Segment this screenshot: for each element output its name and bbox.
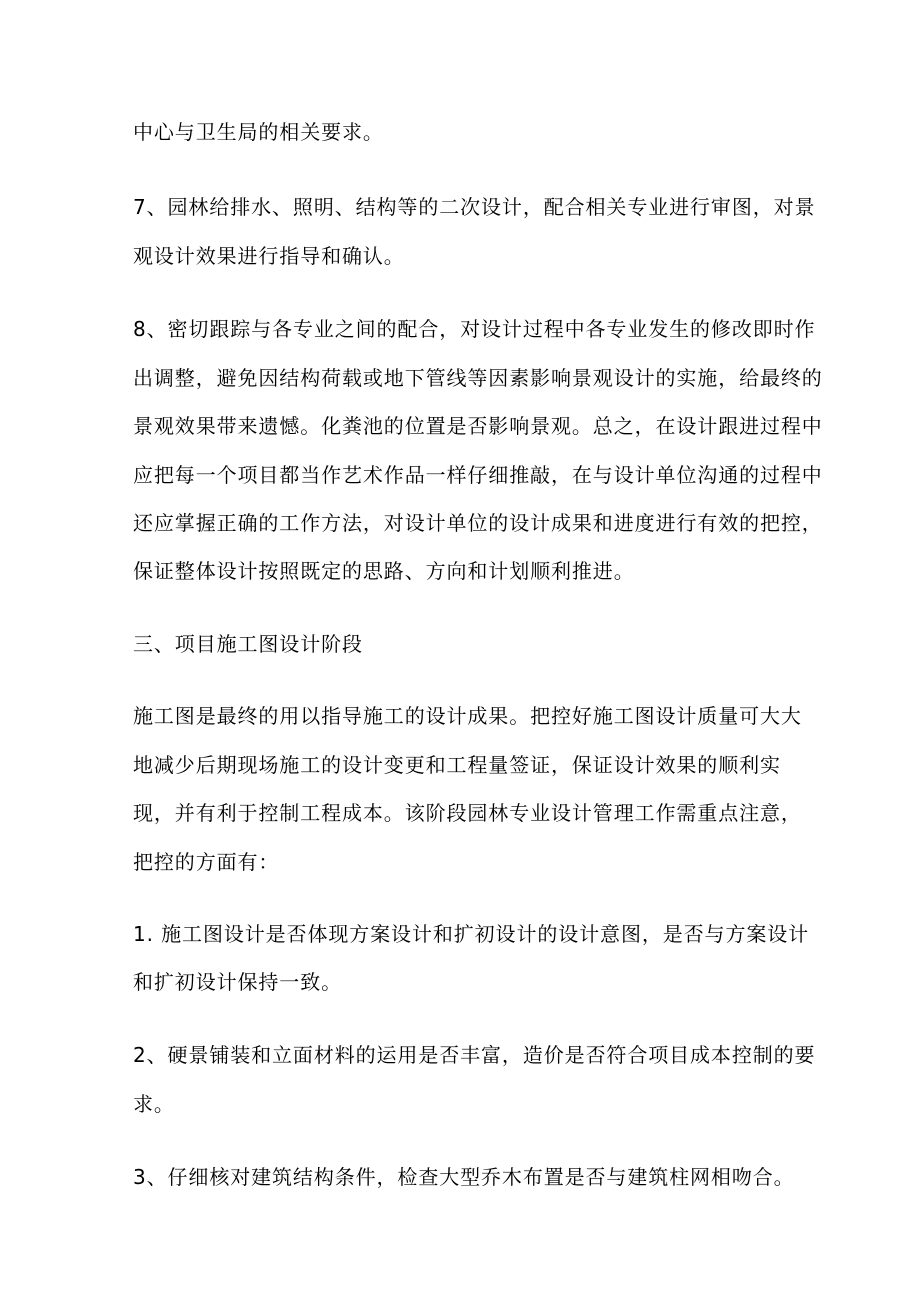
paragraph-line: 现，并有利于控制工程成本。该阶段园林专业设计管理工作需重点注意， bbox=[133, 801, 802, 825]
paragraph-line: 中心与卫生局的相关要求。 bbox=[133, 120, 384, 144]
paragraph-line: 地减少后期现场施工的设计变更和工程量签证，保证设计效果的顺利实 bbox=[133, 753, 781, 777]
paragraph-line: 出调整，避免因结构荷载或地下管线等因素影响景观设计的实施，给最终的 bbox=[133, 366, 823, 390]
paragraph-line: 求。 bbox=[133, 1092, 175, 1116]
paragraph-line: 还应掌握正确的工作方法，对设计单位的设计成果和进度进行有效的把控， bbox=[133, 511, 823, 535]
paragraph-line: 观设计效果进行指导和确认。 bbox=[133, 244, 405, 268]
paragraph-line: 景观效果带来遗憾。化粪池的位置是否影响景观。总之，在设计跟进过程中 bbox=[133, 414, 823, 438]
paragraph-line: 1. 施工图设计是否体现方案设计和扩初设计的设计意图，是否与方案设计 bbox=[133, 922, 810, 946]
paragraph-line: 和扩初设计保持一致。 bbox=[133, 970, 342, 994]
paragraph-line: 3、仔细核对建筑结构条件，检查大型乔木布置是否与建筑柱网相吻合。 bbox=[133, 1165, 795, 1189]
paragraph-line: 施工图是最终的用以指导施工的设计成果。把控好施工图设计质量可大大 bbox=[133, 704, 802, 728]
paragraph-line: 应把每一个项目都当作艺术作品一样仔细推敲，在与设计单位沟通的过程中 bbox=[133, 463, 823, 487]
paragraph-line: 2、硬景铺装和立面材料的运用是否丰富，造价是否符合项目成本控制的要 bbox=[133, 1043, 816, 1067]
paragraph-line: 8、密切跟踪与各专业之间的配合，对设计过程中各专业发生的修改即时作 bbox=[133, 317, 816, 341]
paragraph-line: 把控的方面有： bbox=[133, 850, 280, 874]
paragraph-line: 保证整体设计按照既定的思路、方向和计划顺利推进。 bbox=[133, 559, 635, 583]
paragraph-line: 7、园林给排水、照明、结构等的二次设计，配合相关专业进行审图，对景 bbox=[133, 195, 816, 219]
section-heading: 三、项目施工图设计阶段 bbox=[133, 632, 363, 656]
